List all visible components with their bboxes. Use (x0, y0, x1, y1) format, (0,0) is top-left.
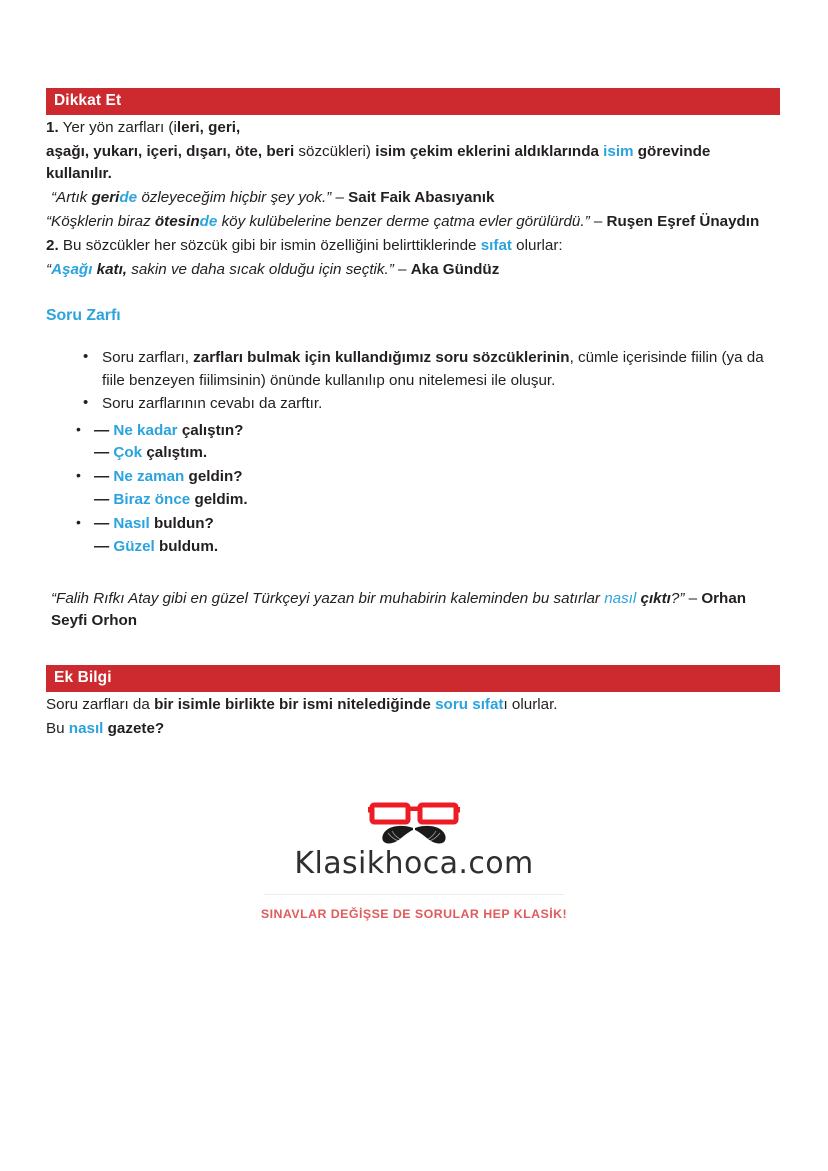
qa-2-q-accent: Ne zaman (113, 468, 185, 486)
rule-1-number: 1. (46, 118, 59, 136)
quote-1-bold-blue: de (119, 188, 138, 206)
brand-wordmark: Klasikhoca.com (294, 846, 534, 881)
list-item (94, 420, 780, 466)
rule-1-text-b: leri, geri, (176, 118, 241, 136)
bullet-1-bold: zarfları bulmak için kullandığımız soru sözcüklerinin (193, 349, 570, 367)
rule-1-paragraph-line2 (46, 141, 780, 185)
rule-2-paragraph (46, 235, 780, 257)
qa-question (94, 420, 780, 443)
qa-3-a-accent: Güzel (113, 537, 155, 555)
qa-answer (94, 536, 780, 559)
qa-3-q-accent: Nasıl (113, 514, 150, 532)
soru-zarfi-bullet-list (46, 347, 780, 416)
rule-1-paragraph (46, 117, 780, 139)
rule-2-number: 2. (46, 236, 59, 254)
qa-3-a-rest: buldum. (154, 537, 219, 555)
list-item (94, 513, 780, 559)
quote-1-rest: özleyeceğim hiçbir şey yok.” (137, 188, 332, 206)
bullet-2-text: Soru zarflarının cevabı da zarftır. (102, 395, 323, 413)
bullet-1-text-a: Soru zarfları, (102, 349, 194, 367)
closing-quote-author: Orhan Seyfi Orhon (51, 590, 747, 630)
subheading-soru-zarfi: Soru Zarfı (46, 307, 121, 325)
qa-3-q-rest: buldun? (149, 514, 214, 532)
quote-1-open: “Artık (51, 188, 92, 206)
quote-3-rest: sakin ve daha sıcak olduğu için seçtik.” (127, 261, 394, 279)
qa-1-a-accent: Çok (113, 444, 143, 462)
qa-3-a-dash: — (94, 537, 114, 555)
quote-sait-faik (46, 187, 780, 209)
quote-3-dash: – (393, 261, 411, 279)
qa-2-a-accent: Biraz önce (113, 490, 191, 508)
brand-tagline: SINAVLAR DEĞİŞSE DE SORULAR HEP KLASİK! (260, 906, 568, 921)
quote-2-rest: köy kulübelerine benzer derme çatma evler görülürdü.” (217, 212, 590, 230)
glasses-mustache-icon (368, 800, 460, 846)
qa-2-a-rest: geldim. (190, 490, 248, 508)
rule-1-accent-isim: isim (603, 142, 634, 160)
rule-2-accent-sifat: sıfat (480, 236, 512, 254)
footer-divider (264, 894, 564, 895)
rule-2-text-b: olurlar: (511, 236, 563, 254)
ek-line2-bold: gazete? (103, 720, 165, 738)
bullet-1-text-b: , cümle içerisinde fiilin (ya da fiile benzeyen fiilimsinin) önünde kullanılıp onu nitelemesi ile oluşur. (102, 349, 764, 389)
quote-3-bold-blue: Aşağı (51, 261, 93, 279)
quote-aka-gunduz (46, 259, 780, 281)
ek-line2-text-a: Bu (46, 720, 69, 738)
qa-question (94, 466, 780, 489)
qa-1-a-rest: çalıştım. (142, 444, 208, 462)
qa-2-q-dash: — (94, 468, 114, 486)
ek-line1-bold: bir isimle birlikte bir ismi nitelediğinde (154, 696, 431, 714)
qa-1-q-dash: — (94, 421, 114, 439)
list-item (102, 347, 780, 392)
ek-line1-text-a: Soru zarfları da (46, 696, 155, 714)
quote-2-dash: – (589, 212, 607, 230)
site-footer (0, 800, 828, 921)
list-item (94, 466, 780, 512)
rule-1-text-a: Yer yön zarfları (i (58, 118, 177, 136)
quote-3-author: Aka Gündüz (410, 261, 500, 279)
rule-1-bold-b: isim çekim eklerini aldıklarında (371, 142, 599, 160)
quote-2-bold-blue: de (199, 212, 218, 230)
qa-answer (94, 442, 780, 465)
rule-1-plain-a: sözcükleri) (294, 142, 371, 160)
quote-2-bold-black: ötesin (154, 212, 200, 230)
qa-2-a-dash: — (94, 490, 114, 508)
rule-2-text-a: Bu sözcükler her sözcük gibi bir ismin özelliğini belirttiklerinde (58, 236, 481, 254)
quote-3-open: “ (46, 261, 52, 279)
qa-3-q-dash: — (94, 514, 114, 532)
quote-3-bold-black: katı, (92, 261, 128, 279)
quote-2-author: Ruşen Eşref Ünaydın (606, 212, 760, 230)
quote-1-bold-black: geri (91, 188, 120, 206)
closing-quote-accent: nasıl (604, 590, 637, 608)
qa-1-a-dash: — (94, 444, 114, 462)
closing-quote-bold: çıktı (636, 590, 671, 608)
qa-1-q-rest: çalıştın? (177, 421, 244, 439)
ek-bilgi-line-1 (46, 694, 780, 716)
ek-line1-text-b: ı olurlar. (503, 696, 558, 714)
qa-1-q-accent: Ne kadar (113, 421, 178, 439)
direction-adverbs-list: aşağı, yukarı, içeri, dışarı, öte, beri (46, 142, 295, 160)
qa-question (94, 513, 780, 536)
quote-orhan-seyfi-orhon (46, 588, 780, 632)
ek-line2-accent: nasıl (68, 720, 104, 738)
section-bar-ek-bilgi: Ek Bilgi (46, 665, 780, 692)
closing-quote-dash: – (684, 590, 702, 608)
ek-bilgi-block (46, 665, 780, 740)
closing-quote-open: “Falih Rıfkı Atay gibi en güzel Türkçeyi yazan bir muhabirin kaleminden bu satırlar (51, 590, 605, 608)
qa-2-q-rest: geldin? (184, 468, 243, 486)
quote-2-open: “Köşklerin biraz (46, 212, 155, 230)
rule-1-bold-c: görevinde kullanılır. (46, 142, 711, 182)
ek-line1-accent: soru sıfat (430, 696, 504, 714)
quote-rusen-esref (46, 211, 780, 233)
quote-1-author: Sait Faik Abasıyanık (348, 188, 495, 206)
qa-answer (94, 489, 780, 512)
closing-quote-close: ?” (670, 590, 685, 608)
list-item (102, 393, 780, 416)
soru-zarfi-qa-list (46, 420, 780, 559)
ek-bilgi-line-2 (46, 718, 780, 740)
section-bar-dikkat-et: Dikkat Et (46, 88, 780, 115)
quote-1-dash: – (331, 188, 349, 206)
